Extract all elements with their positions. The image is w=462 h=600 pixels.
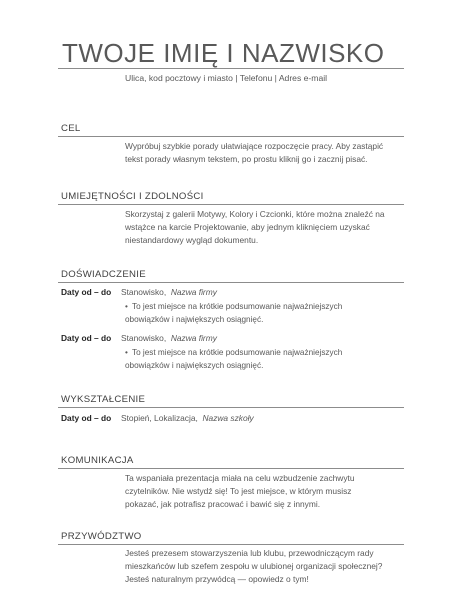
section-divider: [58, 136, 404, 137]
experience-company: Nazwa firmy: [170, 287, 217, 297]
section-title-experience[interactable]: DOŚWIADCZENIE: [61, 269, 146, 280]
section-divider: [58, 468, 404, 469]
bullet-icon: •: [125, 302, 128, 311]
section-title-education[interactable]: WYKSZTAŁCENIE: [61, 394, 146, 405]
objective-text[interactable]: Wypróbuj szybkie porady ułatwiające rozpoczęcie pracy. Aby zastąpić tekst porady własnym tekstem, po prostu kliknij go i zacznij pisać.: [125, 141, 384, 164]
experience-bullet[interactable]: • To jest miejsce na krótkie podsumowanie najważniejszych obowiązków i największych osiągnięć.: [125, 302, 343, 324]
experience-company: Nazwa firmy: [170, 333, 217, 343]
header-divider: [58, 68, 404, 69]
section-title-communication[interactable]: KOMUNIKACJA: [61, 455, 134, 466]
bullet-icon: •: [125, 348, 128, 357]
education-school: Nazwa szkoły: [202, 413, 254, 423]
education-degree: Stopień, Lokalizacja,: [121, 413, 198, 423]
skills-text[interactable]: Skorzystaj z galerii Motywy, Kolory i Czcionki, które można znaleźć na wstążce na karcie Projektowanie, aby jednym kliknięciem uzyskać niestandardowy wygląd dokumentu.: [125, 209, 385, 245]
section-divider: [58, 407, 404, 408]
experience-dates[interactable]: Daty od – do: [61, 287, 112, 297]
section-title-skills[interactable]: UMIEJĘTNOŚCI I ZDOLNOŚCI: [61, 191, 204, 202]
experience-position: Stanowisko,: [121, 287, 167, 297]
section-divider: [58, 204, 404, 205]
resume-name[interactable]: TWOJE IMIĘ I NAZWISKO: [62, 38, 385, 68]
experience-dates[interactable]: Daty od – do: [61, 333, 112, 343]
leadership-text[interactable]: Jesteś prezesem stowarzyszenia lub klubu, przewodniczącym rady mieszkańców lub szefem zespołu w ulubionej organizacji społecznej? Jesteś naturalnym przywódcą — opowiedz o tym!: [125, 548, 383, 584]
section-divider: [58, 282, 404, 283]
communication-text[interactable]: Ta wspaniała prezentacja miała na celu wzbudzenie zachwytu czytelników. Nie wstydź się! To jest miejsce, w którym musisz pokazać, jak potrafisz pracować i bawić się z innymi.: [125, 473, 355, 509]
experience-role[interactable]: [121, 287, 217, 297]
experience-bullet[interactable]: • To jest miejsce na krótkie podsumowanie najważniejszych obowiązków i największych osiągnięć.: [125, 348, 343, 370]
section-divider: [58, 544, 404, 545]
experience-role[interactable]: [121, 333, 217, 343]
education-dates[interactable]: Daty od – do: [61, 413, 112, 423]
experience-position: Stanowisko,: [121, 333, 167, 343]
section-title-leadership[interactable]: PRZYWÓDZTWO: [61, 531, 142, 542]
section-title-objective[interactable]: CEL: [61, 123, 81, 134]
education-details[interactable]: [121, 413, 254, 423]
contact-info[interactable]: Ulica, kod pocztowy i miasto | Telefonu | Adres e-mail: [125, 73, 328, 83]
